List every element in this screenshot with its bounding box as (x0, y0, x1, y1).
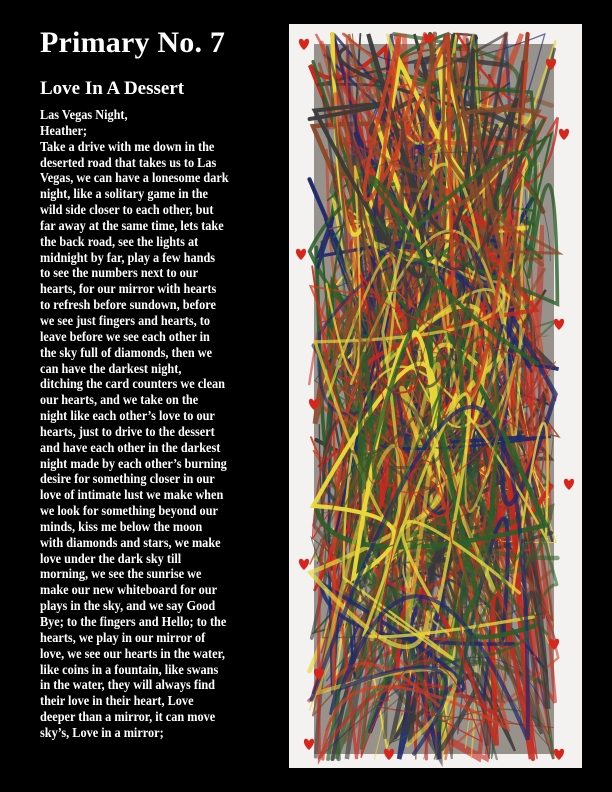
poem-line: ditching the card counters we clean (40, 376, 225, 392)
abstract-painting-image (289, 24, 582, 768)
poem-line: their love in their heart, Love (40, 693, 194, 709)
poem-line: and have each other in the darkest (40, 439, 221, 455)
poem-line: we see just fingers and hearts, to (40, 312, 210, 328)
poem-line: love of intimate lust we make when (40, 487, 224, 503)
poem-line: Take a drive with me down in the (40, 138, 215, 154)
poem-line: deserted road that takes us to Las (40, 154, 217, 170)
heart-mark (559, 129, 569, 140)
poem-line: like coins in a fountain, like swans (40, 661, 219, 677)
poem-title: Love In A Dessert (40, 78, 185, 99)
poem-line: Heather; (40, 122, 87, 138)
poem-line: desire for something closer in our (40, 471, 215, 487)
poem-line: hearts, for our mirror with hearts (40, 281, 217, 297)
poem-line: leave before we see each other in (40, 328, 210, 344)
poem-line: midnight by far, play a few hands (40, 249, 216, 265)
painting-canvas (289, 24, 582, 768)
poem-line: night like each other’s love to our (40, 408, 215, 424)
poem-body (40, 107, 243, 741)
poem-line: Bye; to the fingers and Hello; to the (40, 614, 227, 629)
heart-mark (554, 749, 564, 760)
poem-line: the back road, see the lights at (40, 233, 199, 249)
poem-line: make our new whiteboard for our (40, 582, 218, 598)
poem-line: can have the darkest night, (40, 360, 182, 376)
poem-line: in the water, they will always find (40, 677, 215, 693)
poem-line: deeper than a mirror, it can move (40, 709, 216, 725)
poem-line: to refresh before sundown, before (40, 297, 216, 313)
poem-line: Vegas, we can have a lonesome dark (40, 170, 229, 186)
poem-line: love under the dark sky till (40, 550, 182, 566)
poem-line: night, like a solitary game in the (40, 186, 208, 202)
heart-mark (299, 559, 309, 570)
poem-line: morning, we see the sunrise we (40, 566, 202, 582)
poem-line: night made by each other’s burning (40, 455, 227, 471)
heart-mark (299, 39, 309, 50)
poem-line: wild side closer to each other, but (40, 202, 214, 218)
poem-line: sky’s, Love in a mirror; (40, 724, 164, 740)
poem-line: hearts, just to drive to the dessert (40, 423, 215, 439)
poem-line: to see the numbers next to our (40, 265, 199, 281)
poem-line: the sky full of diamonds, then we (40, 344, 213, 360)
poem-line: minds, kiss me below the moon (40, 518, 203, 534)
poem-line: love, we see our hearts in the water, (40, 645, 225, 661)
heart-mark (304, 739, 314, 750)
heart-mark (554, 319, 564, 330)
poem-line: Las Vegas Night, (40, 107, 128, 122)
poem-line: we look for something beyond our (40, 503, 218, 519)
poem-line: with diamonds and stars, we make (40, 534, 221, 550)
poem-line: plays in the sky, and we say Good (40, 598, 216, 614)
page-title: Primary No. 7 (40, 26, 226, 59)
poem-line: our hearts, and we take on the (40, 392, 199, 408)
poem-line: far away at the same time, lets take (40, 217, 224, 233)
heart-mark (564, 479, 574, 490)
poem-line: hearts, we play in our mirror of (40, 629, 206, 645)
heart-mark (296, 249, 306, 260)
